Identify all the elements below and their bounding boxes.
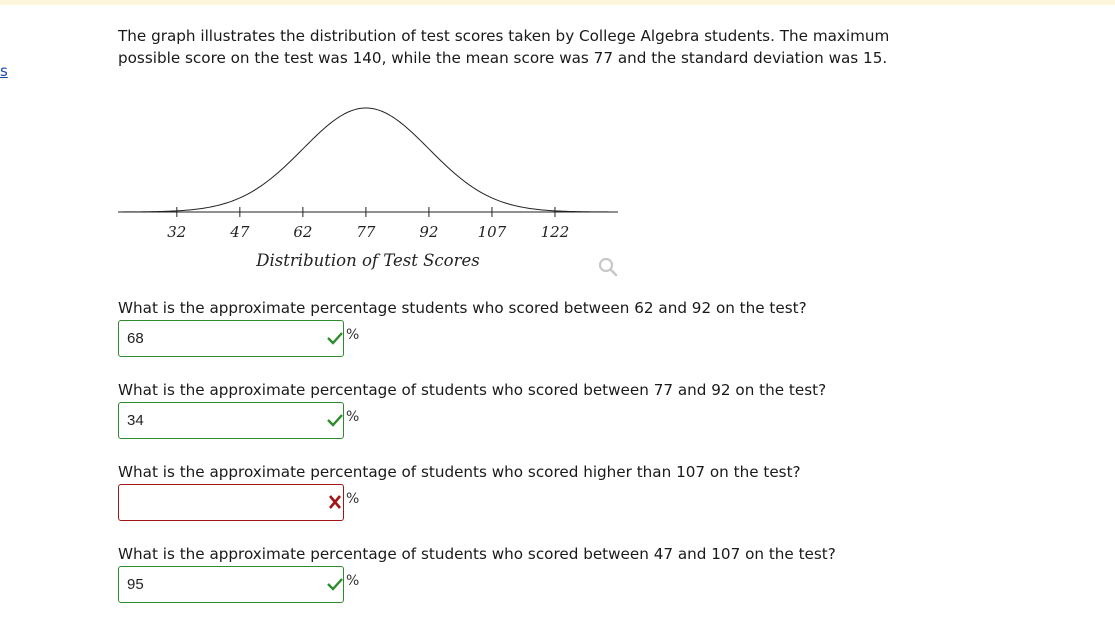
answer-row-1 — [118, 320, 378, 357]
magnifier-icon — [596, 255, 620, 279]
answer-input-2[interactable] — [118, 402, 344, 439]
answer-input-1[interactable] — [118, 320, 344, 357]
x-tick-label: 92 — [419, 223, 439, 241]
percent-unit: % — [346, 491, 360, 507]
check-icon — [326, 412, 344, 428]
check-icon — [326, 576, 344, 592]
check-icon — [326, 330, 344, 346]
normal-distribution-graph — [110, 95, 630, 275]
x-axis-label: Distribution of Test Scores — [256, 251, 480, 270]
x-tick-label: 77 — [356, 223, 376, 241]
x-mark-icon — [326, 494, 344, 510]
x-tick-label: 122 — [540, 223, 570, 241]
percent-unit: % — [346, 327, 360, 343]
percent-unit: % — [346, 409, 360, 425]
x-tick-label: 32 — [167, 223, 187, 241]
zoom-button[interactable] — [596, 255, 620, 279]
side-link[interactable]: s — [0, 62, 8, 80]
answer-row-4 — [118, 566, 378, 603]
intro-line-1: The graph illustrates the distribution of test scores taken by College Algebra students. The maximum — [118, 27, 890, 45]
x-tick-label: 47 — [230, 223, 250, 241]
problem-intro — [118, 26, 958, 69]
answer-row-2 — [118, 402, 378, 439]
x-tick-label: 107 — [477, 223, 507, 241]
x-tick-label: 62 — [293, 223, 313, 241]
question-4: What is the approximate percentage of students who scored between 47 and 107 on the test? — [118, 545, 836, 563]
question-1: What is the approximate percentage students who scored between 62 and 92 on the test? — [118, 299, 807, 317]
percent-unit: % — [346, 573, 360, 589]
top-strip — [0, 0, 1115, 5]
bell-curve — [118, 108, 618, 212]
intro-line-2: possible score on the test was 140, while the mean score was 77 and the standard deviation was 15. — [118, 48, 888, 67]
question-3: What is the approximate percentage of students who scored higher than 107 on the test? — [118, 463, 801, 481]
answer-input-4[interactable] — [118, 566, 344, 603]
answer-row-3 — [118, 484, 378, 521]
answer-input-3[interactable] — [118, 484, 344, 521]
question-2: What is the approximate percentage of students who scored between 77 and 92 on the test? — [118, 381, 827, 399]
